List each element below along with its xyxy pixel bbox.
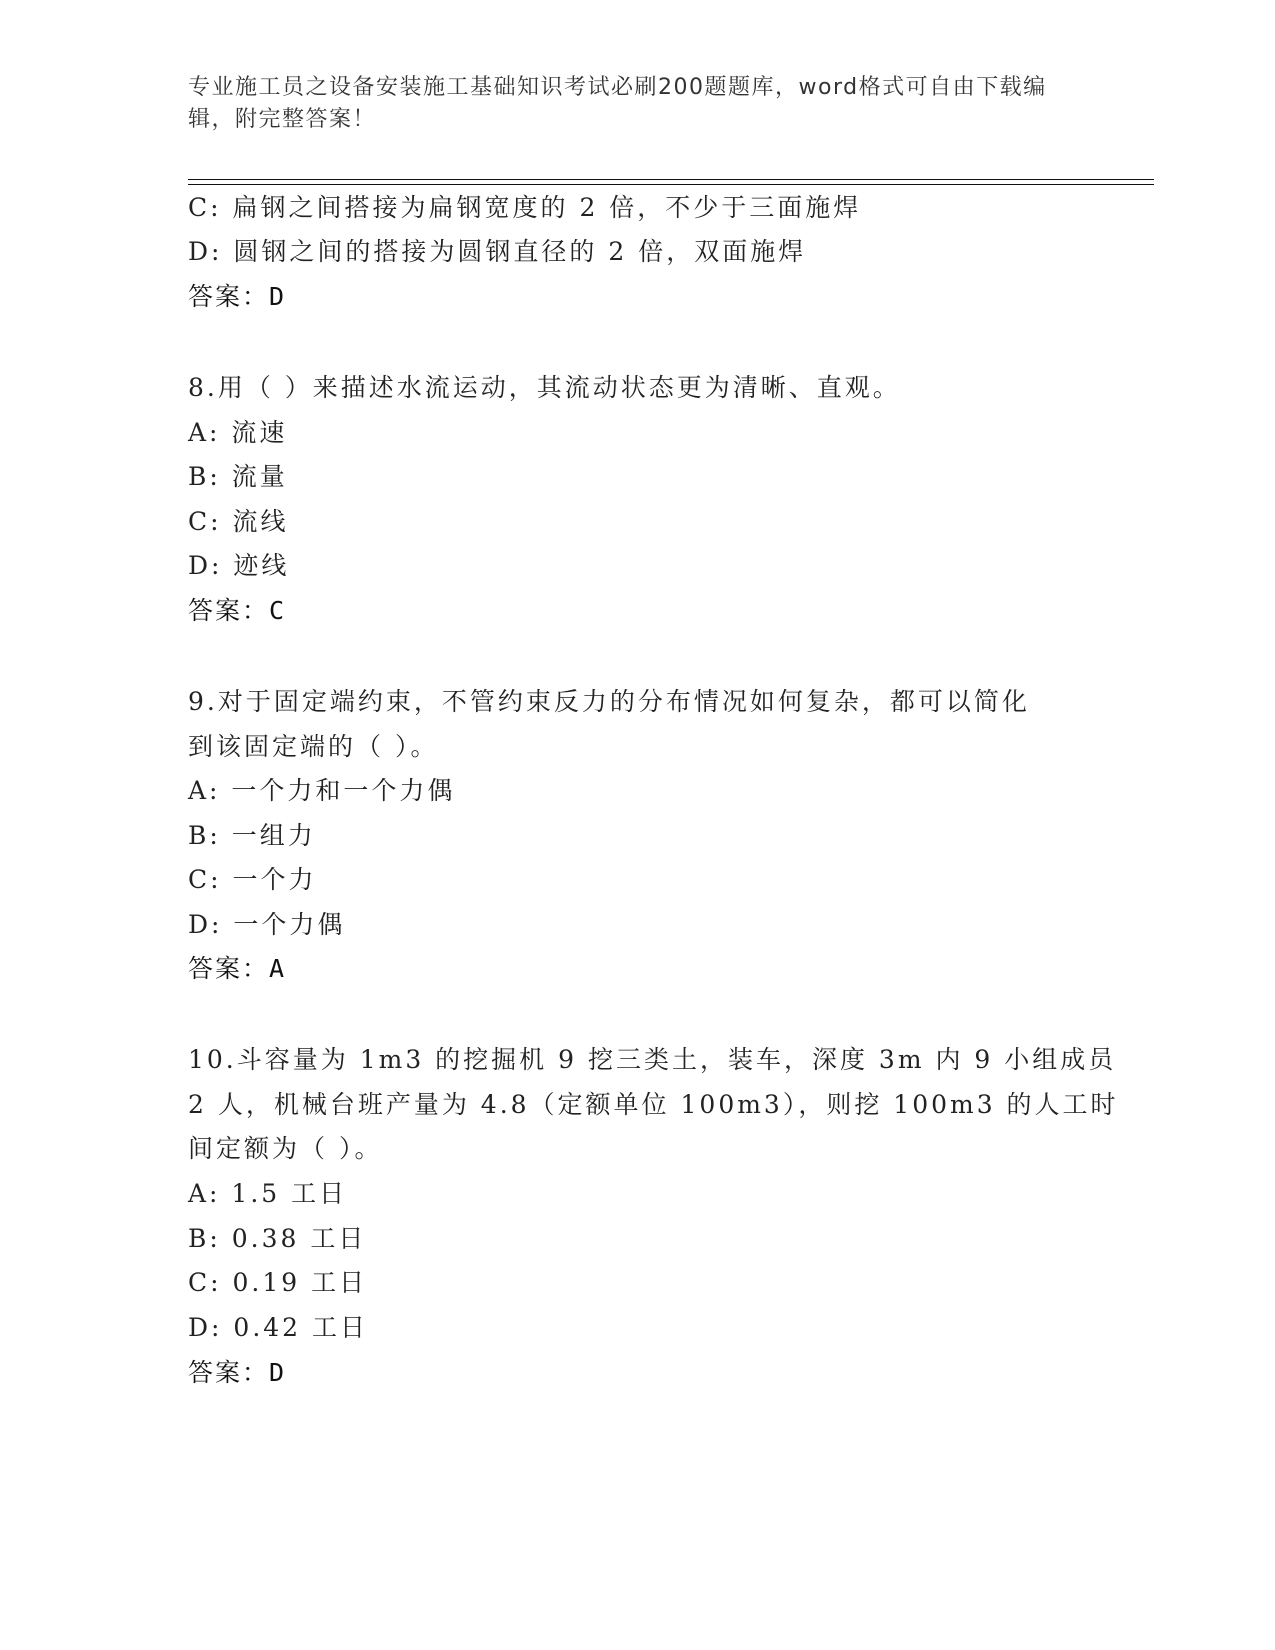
- answer-label: 答案：: [188, 282, 270, 311]
- answer-value: D: [269, 1358, 287, 1387]
- answer-value: A: [269, 954, 287, 983]
- q10-stem-line-1: 10.斗容量为 1m3 的挖掘机 9 挖三类土，装车，深度 3m 内 9 小组成员: [188, 1045, 1117, 1074]
- answer-value: C: [269, 596, 287, 625]
- q10-option-d: D: 0.42 工日: [188, 1313, 369, 1342]
- q10-stem-line-2: 2 人，机械台班产量为 4.8（定额单位 100m3），则挖 100m3 的人工时: [188, 1090, 1119, 1119]
- answer-label: 答案：: [188, 596, 270, 625]
- q9-option-d: D: 一个力偶: [188, 910, 346, 939]
- q10-option-a: A: 1.5 工日: [188, 1179, 348, 1208]
- q7-option-c: C: 扁钢之间搭接为扁钢宽度的 2 倍，不少于三面施焊: [188, 193, 862, 222]
- q9-option-c: C: 一个力: [188, 865, 317, 894]
- q8-stem: 8.用（ ）来描述水流运动，其流动状态更为清晰、直观。: [188, 373, 901, 402]
- q10-answer: [188, 1357, 286, 1389]
- q9-answer: [188, 953, 286, 985]
- q8-answer: [188, 595, 286, 627]
- header-divider-top: [188, 179, 1154, 180]
- q8-option-b: B: 流量: [188, 462, 288, 491]
- q7-answer: [188, 281, 286, 313]
- q8-option-a: A: 流速: [188, 418, 288, 447]
- q8-option-d: D: 迹线: [188, 551, 290, 580]
- q8-option-c: C: 流线: [188, 507, 289, 536]
- header-divider-bottom: [188, 184, 1154, 185]
- q10-option-b: B: 0.38 工日: [188, 1224, 367, 1253]
- document-header: 专业施工员之设备安装施工基础知识考试必刷200题题库，word格式可自由下载编辑，附完整答案！: [188, 75, 1047, 132]
- q7-option-d: D: 圆钢之间的搭接为圆钢直径的 2 倍，双面施焊: [188, 237, 807, 266]
- q9-option-b: B: 一组力: [188, 821, 316, 850]
- q9-option-a: A: 一个力和一个力偶: [188, 776, 456, 805]
- answer-value: D: [269, 282, 287, 311]
- answer-label: 答案：: [188, 954, 270, 983]
- q10-stem-line-3: 间定额为（ ）。: [188, 1134, 383, 1163]
- q9-stem-line-1: 9.对于固定端约束，不管约束反力的分布情况如何复杂，都可以简化: [188, 687, 1030, 716]
- q9-stem-line-2: 到该固定端的（ ）。: [188, 732, 439, 761]
- q10-option-c: C: 0.19 工日: [188, 1268, 368, 1297]
- answer-label: 答案：: [188, 1358, 270, 1387]
